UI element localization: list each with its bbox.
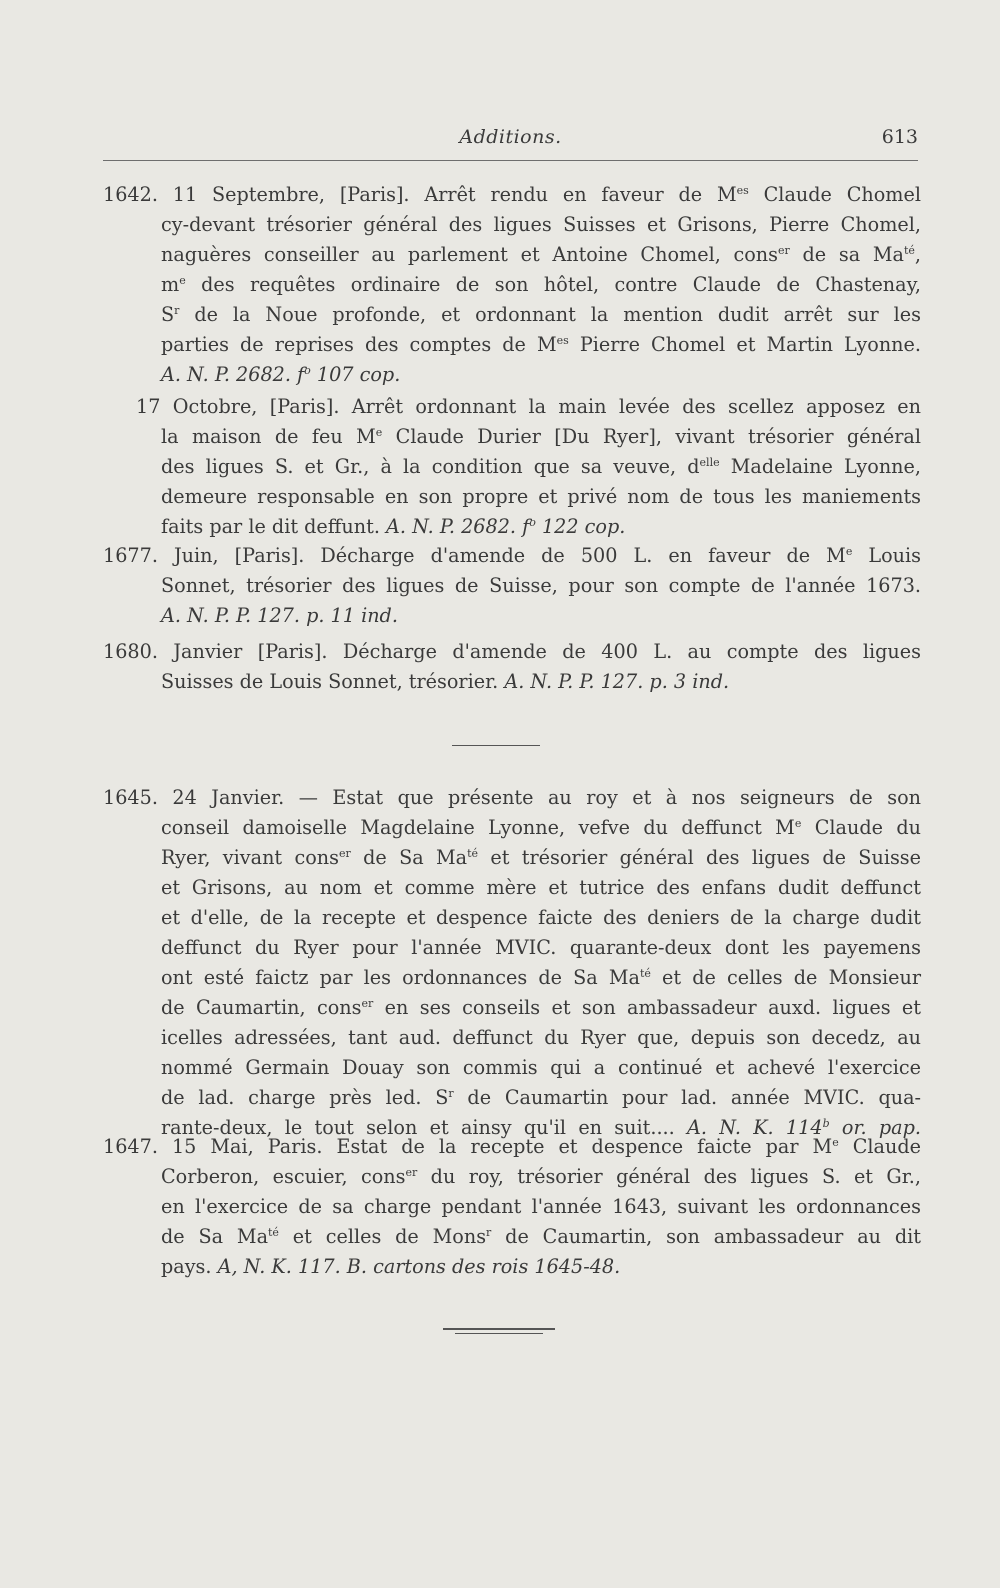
entry-1677 xyxy=(103,541,921,631)
entry-line: 1647. 15 Mai, Paris. Estat de la recepte et despence faicte par Me Claude xyxy=(103,1135,921,1158)
end-ornament-rule xyxy=(455,1333,543,1334)
header-rule xyxy=(103,160,918,161)
entry-line: naguères conseiller au parlement et Antoine Chomel, cons$^{er}$ de sa $Ma^{té}$, xyxy=(161,243,921,266)
entry-line: Ryer, vivant cons$^{er}$ de Sa $Ma^{té}$ et trésorier général des ligues de Suisse xyxy=(161,846,921,869)
running-title: Additions. xyxy=(459,126,562,148)
entry-line: faits par le dit deffunt. A. N. P. 2682. $f^o$ 122 cop. xyxy=(161,515,626,538)
entry-line: conseil damoiselle Magdelaine Lyonne, vefve du deffunct Me Claude du xyxy=(161,816,921,839)
entry-line: de Caumartin, cons$^{er}$ en ses conseils et son ambassadeur auxd. ligues et xyxy=(161,996,921,1019)
entry-line: rante-deux, le tout selon et ainsy qu'il en suit.... A. N. K. 114$^b$ or. pap. xyxy=(161,1116,921,1139)
entry-line: $m^e$ des requêtes ordinaire de son hôtel, contre Claude de Chastenay, xyxy=(161,273,921,296)
entry-line: deffunct du Ryer pour l'année MVIC. quarante-deux dont les payemens xyxy=(161,936,921,959)
entry-line: des ligues S. et Gr., à la condition que sa veuve, $d^{elle}$ Madelaine Lyonne, xyxy=(161,455,921,478)
entry-line: la maison de feu Me Claude Durier [Du Ryer], vivant trésorier général xyxy=(161,425,921,448)
entry-line: icelles adressées, tant aud. deffunct du Ryer que, depuis son decedz, au xyxy=(161,1026,921,1049)
section-separator xyxy=(452,745,540,746)
entry-1642-octobre xyxy=(103,392,921,542)
citation: A, N. K. 117. B. cartons des rois 1645-48. xyxy=(217,1255,621,1278)
citation: A. N. P. 2682. $f^o$ 122 cop. xyxy=(386,515,626,538)
entry-1645 xyxy=(103,783,921,1143)
entry-line: en l'exercice de sa charge pendant l'année 1643, suivant les ordonnances xyxy=(161,1195,921,1218)
entry-line: 1680. Janvier [Paris]. Décharge d'amende de 400 L. au compte des ligues xyxy=(103,640,921,663)
entry-line: demeure responsable en son propre et privé nom de tous les maniements xyxy=(161,485,921,508)
entry-line: cy-devant trésorier général des ligues Suisses et Grisons, Pierre Chomel, xyxy=(161,213,921,236)
entry-line: parties de reprises des comptes de $M^{es}$ Pierre Chomel et Martin Lyonne. xyxy=(161,333,921,356)
entry-line: de Sa $Ma^{té}$ et celles de Mons$^r$ de Caumartin, son ambassadeur au dit xyxy=(161,1225,921,1248)
page-number: 613 xyxy=(881,126,918,148)
entry-line: 1642. 11 Septembre, [Paris]. Arrêt rendu en faveur de $M^{es}$ Claude Chomel xyxy=(103,183,921,206)
citation: A. N. P. P. 127. p. 3 ind. xyxy=(504,670,730,693)
entry-1680 xyxy=(103,637,921,697)
entry-line: Corberon, escuier, cons$^{er}$ du roy, trésorier général des ligues S. et Gr., xyxy=(161,1165,921,1188)
entry-line: 1677. Juin, [Paris]. Décharge d'amende de 500 L. en faveur de Me Louis xyxy=(103,544,922,567)
page-header xyxy=(103,120,918,160)
end-ornament-rule xyxy=(443,1328,555,1330)
entry-line: Sonnet, trésorier des ligues de Suisse, pour son compte de l'année 1673. xyxy=(161,574,921,597)
entry-line: Suisses de Louis Sonnet, trésorier. A. N. P. P. 127. p. 3 ind. xyxy=(161,670,730,693)
entry-1647 xyxy=(103,1132,921,1282)
citation: A. N. P. 2682. $f^o$ 107 cop. xyxy=(161,363,401,386)
citation: A. N. P. P. 127. p. 11 ind. xyxy=(161,604,398,627)
entry-1642 xyxy=(103,180,921,390)
entry-line: et Grisons, au nom et comme mère et tutrice des enfans dudit deffunct xyxy=(161,876,921,899)
entry-line: $S^r$ de la Noue profonde, et ordonnant la mention dudit arrêt sur les xyxy=(161,303,921,326)
entry-line: et d'elle, de la recepte et despence faicte des deniers de la charge dudit xyxy=(161,906,921,929)
entry-line: de lad. charge près led. $S^r$ de Caumartin pour lad. année MVIC. qua- xyxy=(161,1086,922,1109)
entry-line: 1645. 24 Janvier. — Estat que présente au roy et à nos seigneurs de son xyxy=(103,786,921,809)
entry-line: 17 Octobre, [Paris]. Arrêt ordonnant la main levée des scellez apposez en xyxy=(136,395,921,418)
entry-line: nommé Germain Douay son commis qui a continué et achevé l'exercice xyxy=(161,1056,921,1079)
entry-line: pays. A, N. K. 117. B. cartons des rois 1645-48. xyxy=(161,1255,621,1278)
citation: A. N. K. 114$^b$ or. pap. xyxy=(687,1116,921,1139)
entry-line: ont esté faictz par les ordonnances de Sa $Ma^{té}$ et de celles de Monsieur xyxy=(161,966,921,989)
